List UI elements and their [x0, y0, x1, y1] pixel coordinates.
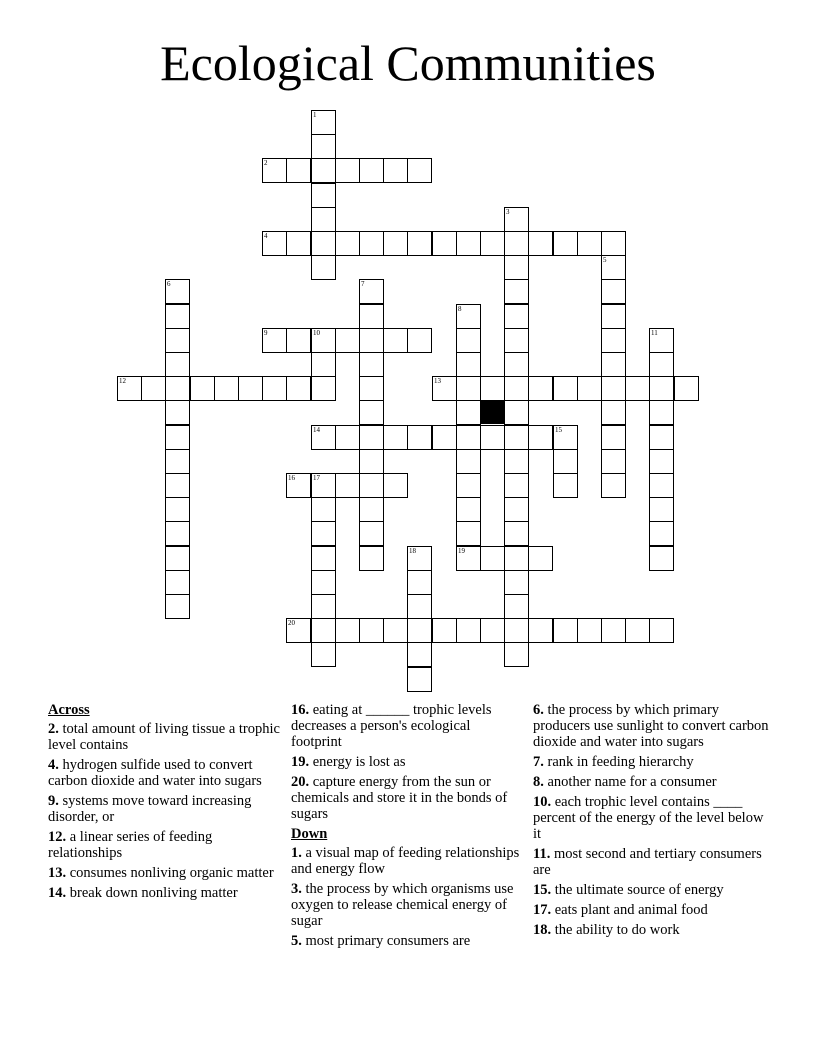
grid-cell[interactable]	[601, 473, 626, 498]
grid-cell[interactable]	[601, 328, 626, 353]
grid-cell[interactable]	[165, 376, 190, 401]
grid-cell[interactable]	[262, 328, 287, 353]
clue-text: rank in feeding hierarchy	[547, 754, 694, 770]
clue-text: another name for a consumer	[547, 774, 717, 790]
grid-cell[interactable]	[456, 304, 481, 329]
grid-cell[interactable]	[141, 376, 166, 401]
grid-cell[interactable]	[190, 376, 215, 401]
across-clue-2[interactable]	[48, 721, 280, 753]
across-clue-19[interactable]	[291, 754, 523, 770]
down-clue-15[interactable]	[533, 882, 769, 898]
clue-number: 16.	[291, 702, 310, 718]
clue-column-2	[291, 702, 523, 953]
grid-cell[interactable]	[359, 231, 384, 256]
down-heading: Down	[291, 826, 328, 842]
grid-cell[interactable]	[311, 376, 336, 401]
cell-number: 18	[409, 547, 416, 555]
grid-cell[interactable]	[359, 473, 384, 498]
clue-column-3	[533, 702, 769, 942]
grid-cell[interactable]	[649, 497, 674, 522]
grid-cell[interactable]	[359, 546, 384, 571]
grid-cell[interactable]	[407, 594, 432, 619]
grid-cell[interactable]	[383, 473, 408, 498]
grid-cell[interactable]	[165, 594, 190, 619]
cell-number: 4	[264, 232, 268, 240]
grid-cell[interactable]	[407, 618, 432, 643]
grid-cell[interactable]	[601, 304, 626, 329]
grid-cell[interactable]	[359, 304, 384, 329]
cell-number: 17	[313, 474, 320, 482]
grid-cell[interactable]	[504, 594, 529, 619]
grid-cell[interactable]	[456, 449, 481, 474]
down-clue-7[interactable]	[533, 754, 769, 770]
grid-cell[interactable]	[383, 425, 408, 450]
clue-number: 3.	[291, 881, 302, 897]
grid-cell[interactable]	[335, 158, 360, 183]
grid-cell[interactable]	[165, 546, 190, 571]
down-clue-17[interactable]	[533, 902, 769, 918]
grid-cell[interactable]	[504, 570, 529, 595]
clue-number: 10.	[533, 794, 552, 810]
clue-number: 7.	[533, 754, 544, 770]
clue-number: 12.	[48, 829, 67, 845]
grid-cell[interactable]	[480, 546, 505, 571]
clue-number: 6.	[533, 702, 544, 718]
grid-cell[interactable]	[165, 497, 190, 522]
grid-cell[interactable]	[311, 134, 336, 159]
grid-cell[interactable]	[456, 425, 481, 450]
grid-cell[interactable]	[335, 473, 360, 498]
grid-cell[interactable]	[504, 642, 529, 667]
clue-number: 1.	[291, 845, 302, 861]
clue-text: a visual map of feeding relationships and energy flow	[291, 845, 520, 877]
grid-cell[interactable]	[601, 425, 626, 450]
grid-cell[interactable]	[383, 328, 408, 353]
cell-number: 1	[313, 111, 317, 119]
grid-cell[interactable]	[577, 376, 602, 401]
grid-cell[interactable]	[286, 618, 311, 643]
grid-cell[interactable]	[601, 255, 626, 280]
down-clue-1[interactable]	[291, 845, 523, 877]
grid-cell[interactable]	[359, 279, 384, 304]
grid-cell[interactable]	[407, 642, 432, 667]
clue-text: consumes nonliving organic matter	[69, 865, 274, 881]
grid-cell[interactable]	[286, 376, 311, 401]
grid-cell[interactable]	[165, 279, 190, 304]
grid-cell[interactable]	[359, 352, 384, 377]
clue-number: 17.	[533, 902, 552, 918]
grid-cell[interactable]	[311, 618, 336, 643]
grid-cell[interactable]	[601, 618, 626, 643]
grid-cell[interactable]	[528, 546, 553, 571]
grid-cell[interactable]	[649, 328, 674, 353]
clue-number: 8.	[533, 774, 544, 790]
grid-cell[interactable]	[504, 400, 529, 425]
cell-number: 3	[506, 208, 510, 216]
cell-number: 8	[458, 305, 462, 313]
grid-cell[interactable]	[359, 449, 384, 474]
grid-cell[interactable]	[504, 207, 529, 232]
clue-text: systems move toward increasing disorder, or	[48, 793, 252, 825]
clue-text: most second and tertiary consumers are	[533, 846, 762, 878]
grid-cell[interactable]	[262, 158, 287, 183]
grid-cell[interactable]	[456, 328, 481, 353]
grid-cell[interactable]	[504, 425, 529, 450]
grid-cell[interactable]	[649, 352, 674, 377]
black-square	[480, 400, 504, 424]
grid-cell[interactable]	[553, 473, 578, 498]
grid-cell[interactable]	[117, 376, 142, 401]
clue-text: energy is lost as	[312, 754, 406, 770]
cell-number: 9	[264, 329, 268, 337]
grid-cell[interactable]	[504, 618, 529, 643]
grid-cell[interactable]	[480, 618, 505, 643]
grid-cell[interactable]	[286, 231, 311, 256]
clue-text: most primary consumers are	[305, 933, 471, 949]
grid-cell[interactable]	[504, 255, 529, 280]
clue-number: 19.	[291, 754, 310, 770]
grid-cell[interactable]	[407, 425, 432, 450]
grid-cell[interactable]	[577, 231, 602, 256]
grid-cell[interactable]	[359, 425, 384, 450]
grid-cell[interactable]	[456, 376, 481, 401]
grid-cell[interactable]	[359, 158, 384, 183]
grid-cell[interactable]	[480, 376, 505, 401]
grid-cell[interactable]	[553, 449, 578, 474]
grid-cell[interactable]	[553, 618, 578, 643]
clue-number: 13.	[48, 865, 67, 881]
down-clue-3[interactable]	[291, 881, 523, 929]
grid-cell[interactable]	[407, 570, 432, 595]
grid-cell[interactable]	[504, 449, 529, 474]
cell-number: 20	[288, 619, 295, 627]
across-clue-14[interactable]	[48, 885, 280, 901]
grid-cell[interactable]	[311, 110, 336, 135]
grid-cell[interactable]	[649, 521, 674, 546]
grid-cell[interactable]	[238, 376, 263, 401]
grid-cell[interactable]	[286, 328, 311, 353]
cell-number: 7	[361, 280, 365, 288]
grid-cell[interactable]	[601, 449, 626, 474]
grid-cell[interactable]	[649, 376, 674, 401]
grid-cell[interactable]	[286, 473, 311, 498]
grid-cell[interactable]	[456, 231, 481, 256]
clue-number: 4.	[48, 757, 59, 773]
clue-text: the ultimate source of energy	[554, 882, 724, 898]
grid-cell[interactable]	[504, 497, 529, 522]
down-clue-10[interactable]	[533, 794, 769, 842]
clue-text: hydrogen sulfide used to convert carbon dioxide and water into sugars	[48, 757, 262, 789]
grid-cell[interactable]	[601, 400, 626, 425]
cell-number: 12	[119, 377, 126, 385]
grid-cell[interactable]	[528, 425, 553, 450]
clue-text: a linear series of feeding relationships	[48, 829, 213, 861]
clue-number: 18.	[533, 922, 552, 938]
clue-text: total amount of living tissue a trophic level contains	[48, 721, 280, 753]
grid-cell[interactable]	[311, 158, 336, 183]
cell-number: 13	[434, 377, 441, 385]
clue-text: capture energy from the sun or chemicals and store it in the bonds of sugars	[291, 774, 508, 822]
grid-cell[interactable]	[311, 497, 336, 522]
clue-text: break down nonliving matter	[69, 885, 238, 901]
clue-text: eats plant and animal food	[554, 902, 708, 918]
grid-cell[interactable]	[165, 425, 190, 450]
grid-cell[interactable]	[625, 376, 650, 401]
cell-number: 10	[313, 329, 320, 337]
grid-cell[interactable]	[456, 497, 481, 522]
grid-cell[interactable]	[311, 642, 336, 667]
clue-number: 9.	[48, 793, 59, 809]
grid-cell[interactable]	[311, 570, 336, 595]
grid-cell[interactable]	[504, 304, 529, 329]
grid-cell[interactable]	[674, 376, 699, 401]
grid-cell[interactable]	[649, 473, 674, 498]
cell-number: 19	[458, 547, 465, 555]
clue-number: 2.	[48, 721, 59, 737]
across-clue-13[interactable]	[48, 865, 280, 881]
across-clue-9[interactable]	[48, 793, 280, 825]
grid-cell[interactable]	[165, 328, 190, 353]
grid-cell[interactable]	[456, 473, 481, 498]
grid-cell[interactable]	[407, 328, 432, 353]
cell-number: 15	[555, 426, 562, 434]
grid-cell[interactable]	[504, 328, 529, 353]
grid-cell[interactable]	[528, 376, 553, 401]
grid-cell[interactable]	[528, 231, 553, 256]
grid-cell[interactable]	[649, 618, 674, 643]
grid-cell[interactable]	[649, 400, 674, 425]
cell-number: 14	[313, 426, 320, 434]
grid-cell[interactable]	[286, 158, 311, 183]
grid-cell[interactable]	[262, 231, 287, 256]
across-clue-16[interactable]	[291, 702, 523, 750]
across-clue-20[interactable]	[291, 774, 523, 822]
grid-cell[interactable]	[383, 231, 408, 256]
grid-cell[interactable]	[456, 400, 481, 425]
grid-cell[interactable]	[165, 570, 190, 595]
grid-cell[interactable]	[311, 425, 336, 450]
across-clue-12[interactable]	[48, 829, 280, 861]
grid-cell[interactable]	[335, 618, 360, 643]
grid-cell[interactable]	[407, 667, 432, 692]
grid-cell[interactable]	[359, 618, 384, 643]
grid-cell[interactable]	[165, 304, 190, 329]
cell-number: 11	[651, 329, 658, 337]
clue-number: 11.	[533, 846, 551, 862]
grid-cell[interactable]	[601, 231, 626, 256]
grid-cell[interactable]	[601, 376, 626, 401]
grid-cell[interactable]	[165, 400, 190, 425]
grid-cell[interactable]	[504, 546, 529, 571]
grid-cell[interactable]	[407, 546, 432, 571]
down-clue-11[interactable]	[533, 846, 769, 878]
grid-cell[interactable]	[311, 231, 336, 256]
cell-number: 16	[288, 474, 295, 482]
grid-cell[interactable]	[214, 376, 239, 401]
grid-cell[interactable]	[504, 473, 529, 498]
grid-cell[interactable]	[311, 594, 336, 619]
clue-number: 20.	[291, 774, 310, 790]
grid-cell[interactable]	[601, 352, 626, 377]
grid-cell[interactable]	[504, 376, 529, 401]
grid-cell[interactable]	[311, 255, 336, 280]
across-heading: Across	[48, 702, 90, 718]
grid-cell[interactable]	[432, 376, 457, 401]
grid-cell[interactable]	[480, 425, 505, 450]
grid-cell[interactable]	[311, 473, 336, 498]
grid-cell[interactable]	[504, 279, 529, 304]
grid-cell[interactable]	[383, 618, 408, 643]
grid-cell[interactable]	[311, 521, 336, 546]
grid-cell[interactable]	[432, 618, 457, 643]
puzzle-title: Ecological Communities	[160, 35, 656, 91]
grid-cell[interactable]	[649, 425, 674, 450]
down-clue-6[interactable]	[533, 702, 769, 750]
grid-cell[interactable]	[480, 231, 505, 256]
grid-cell[interactable]	[432, 231, 457, 256]
grid-cell[interactable]	[335, 328, 360, 353]
grid-cell[interactable]	[407, 231, 432, 256]
grid-cell[interactable]	[165, 473, 190, 498]
grid-cell[interactable]	[456, 546, 481, 571]
grid-cell[interactable]	[456, 521, 481, 546]
grid-cell[interactable]	[528, 618, 553, 643]
cell-number: 6	[167, 280, 171, 288]
grid-cell[interactable]	[359, 497, 384, 522]
grid-cell[interactable]	[383, 158, 408, 183]
clue-number: 15.	[533, 882, 552, 898]
grid-cell[interactable]	[504, 231, 529, 256]
clue-number: 14.	[48, 885, 67, 901]
grid-cell[interactable]	[359, 400, 384, 425]
grid-cell[interactable]	[649, 449, 674, 474]
clue-text: the process by which primary producers use sunlight to convert carbon dioxide and water into sugars	[533, 702, 769, 750]
grid-cell[interactable]	[577, 618, 602, 643]
across-clue-4[interactable]	[48, 757, 280, 789]
grid-cell[interactable]	[625, 618, 650, 643]
cell-number: 5	[603, 256, 607, 264]
grid-cell[interactable]	[359, 521, 384, 546]
grid-cell[interactable]	[456, 352, 481, 377]
grid-cell[interactable]	[335, 425, 360, 450]
clue-text: eating at ______ trophic levels decreases a person's ecological footprint	[291, 702, 492, 750]
clue-number: 5.	[291, 933, 302, 949]
grid-cell[interactable]	[165, 449, 190, 474]
grid-cell[interactable]	[407, 158, 432, 183]
grid-cell[interactable]	[504, 521, 529, 546]
clue-text: the ability to do work	[554, 922, 680, 938]
clue-column-1	[48, 702, 280, 905]
grid-cell[interactable]	[359, 376, 384, 401]
grid-cell[interactable]	[311, 183, 336, 208]
grid-cell[interactable]	[311, 328, 336, 353]
grid-cell[interactable]	[649, 546, 674, 571]
grid-cell[interactable]	[165, 352, 190, 377]
cell-number: 2	[264, 159, 268, 167]
down-clue-18[interactable]	[533, 922, 769, 938]
grid-cell[interactable]	[311, 207, 336, 232]
clue-text: the process by which organisms use oxygen to release chemical energy of sugar	[291, 881, 514, 929]
grid-cell[interactable]	[553, 425, 578, 450]
grid-cell[interactable]	[359, 328, 384, 353]
clue-text: each trophic level contains ____ percent of the energy of the level below it	[533, 794, 764, 842]
grid-cell[interactable]	[456, 618, 481, 643]
grid-cell[interactable]	[553, 376, 578, 401]
down-clue-8[interactable]	[533, 774, 769, 790]
grid-cell[interactable]	[165, 521, 190, 546]
grid-cell[interactable]	[504, 352, 529, 377]
grid-cell[interactable]	[553, 231, 578, 256]
grid-cell[interactable]	[432, 425, 457, 450]
down-clue-5[interactable]	[291, 933, 523, 949]
grid-cell[interactable]	[601, 279, 626, 304]
grid-cell[interactable]	[311, 546, 336, 571]
grid-cell[interactable]	[335, 231, 360, 256]
grid-cell[interactable]	[262, 376, 287, 401]
grid-cell[interactable]	[311, 352, 336, 377]
